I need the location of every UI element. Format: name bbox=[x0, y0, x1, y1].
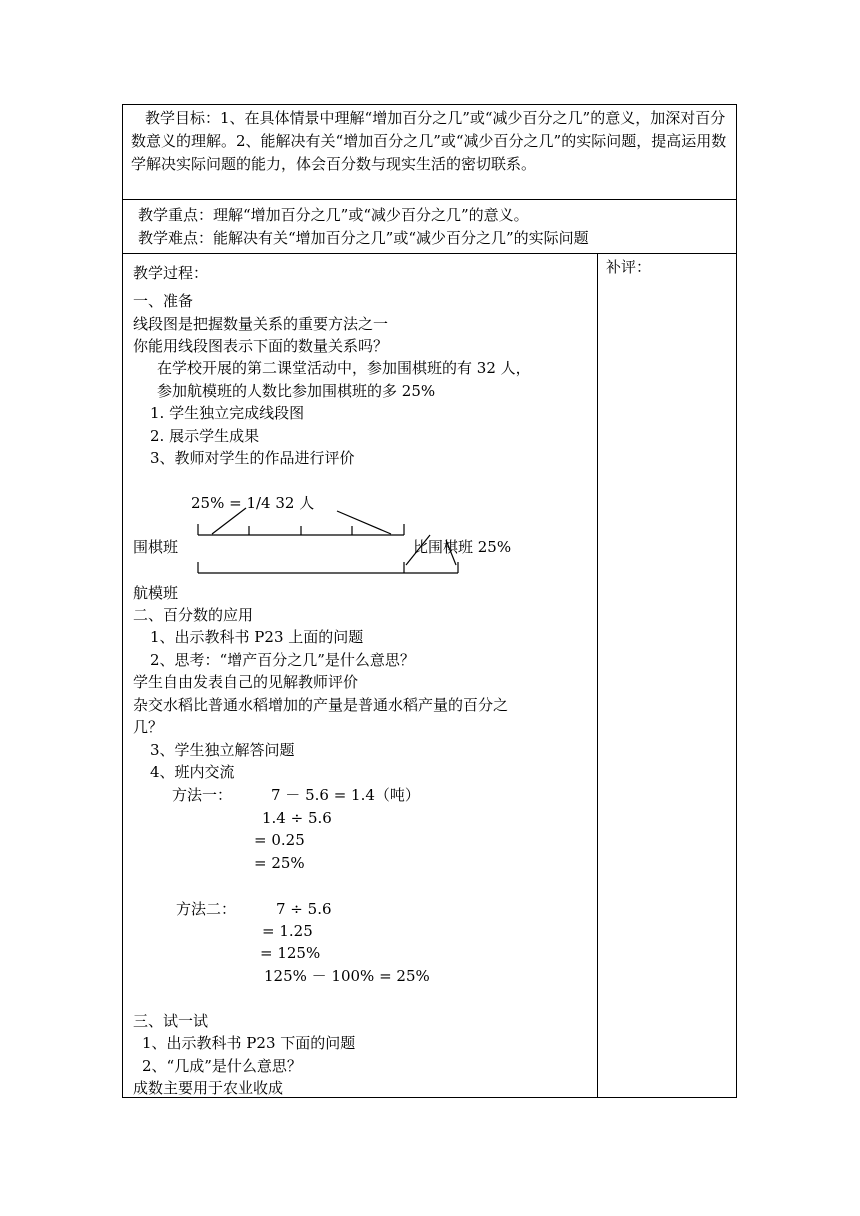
s2-item-2: 2、思考：“增产百分之几”是什么意思？ bbox=[150, 651, 415, 669]
s2-line-2: 杂交水稻比普通水稻增加的产量是普通水稻产量的百分之 bbox=[133, 696, 509, 714]
section-3-title: 三、试一试 bbox=[133, 1012, 209, 1030]
s1-item-2: 2. 展示学生成果 bbox=[150, 427, 260, 445]
diagram-extra-label: 比围棋班 25% bbox=[413, 538, 512, 556]
objectives-text: 教学目标：1、在具体情景中理解“增加百分之几”或“减少百分之几”的意义，加深对百分数意义的理解。2、能解决有关“增加百分之几”或“减少百分之几”的实际问题，提高运用数学解决实际问题的能力，体会百分数与现实生活的密切联系。 bbox=[131, 109, 727, 173]
diagram-top-label: 25% = 1/4 32 人 bbox=[191, 494, 315, 512]
diagram-row1-label: 围棋班 bbox=[133, 538, 179, 556]
method-1-eq-3: = 0.25 bbox=[254, 831, 305, 849]
method-1-eq-4: = 25% bbox=[254, 854, 305, 872]
s1-line-3: 在学校开展的第二课堂活动中，参加围棋班的有 32 人， bbox=[157, 359, 531, 377]
comment-label: 补评： bbox=[606, 258, 652, 276]
s2-item-4: 4、班内交流 bbox=[150, 763, 235, 781]
method-1-eq-2: 1.4 ÷ 5.6 bbox=[262, 809, 332, 827]
s1-item-1: 1. 学生独立完成线段图 bbox=[150, 404, 305, 422]
extra-pointer-right bbox=[446, 540, 456, 565]
section-2-title: 二、百分数的应用 bbox=[133, 606, 254, 624]
method-1-label: 方法一： bbox=[172, 786, 233, 804]
difficulty-text: 教学难点：能解决有关“增加百分之几”或“减少百分之几”的实际问题 bbox=[138, 229, 589, 247]
pointer-quarter bbox=[212, 508, 246, 534]
s2-item-3: 3、学生独立解答问题 bbox=[150, 741, 295, 759]
s3-item-1: 1、出示教科书 P23 下面的问题 bbox=[142, 1034, 356, 1052]
s3-item-2: 2、“几成”是什么意思？ bbox=[142, 1057, 302, 1075]
method-2-eq-2: = 1.25 bbox=[262, 922, 313, 940]
s1-line-2: 你能用线段图表示下面的数量关系吗？ bbox=[133, 337, 389, 355]
process-title: 教学过程： bbox=[133, 264, 209, 282]
s1-line-4: 参加航模班的人数比参加围棋班的多 25% bbox=[157, 382, 436, 400]
method-2-eq-1: 7 ÷ 5.6 bbox=[276, 900, 332, 918]
s1-line-1: 线段图是把握数量关系的重要方法之一 bbox=[133, 315, 389, 333]
method-2-eq-4: 125% － 100% = 25% bbox=[264, 967, 430, 985]
key-point-text: 教学重点：理解“增加百分之几”或“减少百分之几”的意义。 bbox=[138, 206, 529, 224]
s2-line-3: 几？ bbox=[133, 718, 164, 736]
extra-pointer-left bbox=[406, 535, 430, 565]
section-1-title: 一、准备 bbox=[133, 292, 194, 310]
pointer-32 bbox=[337, 511, 391, 534]
s3-line-1: 成数主要用于农业收成 bbox=[133, 1079, 284, 1097]
method-1-eq-1: 7 － 5.6 = 1.4（吨） bbox=[271, 786, 420, 804]
s1-item-3: 3、教师对学生的作品进行评价 bbox=[150, 449, 355, 467]
method-2-label: 方法二： bbox=[176, 900, 237, 918]
s2-item-1: 1、出示教科书 P23 上面的问题 bbox=[150, 628, 364, 646]
diagram-row2-label: 航模班 bbox=[133, 584, 179, 602]
method-2-eq-3: = 125% bbox=[260, 944, 321, 962]
s2-line-1: 学生自由发表自己的见解教师评价 bbox=[133, 673, 359, 691]
